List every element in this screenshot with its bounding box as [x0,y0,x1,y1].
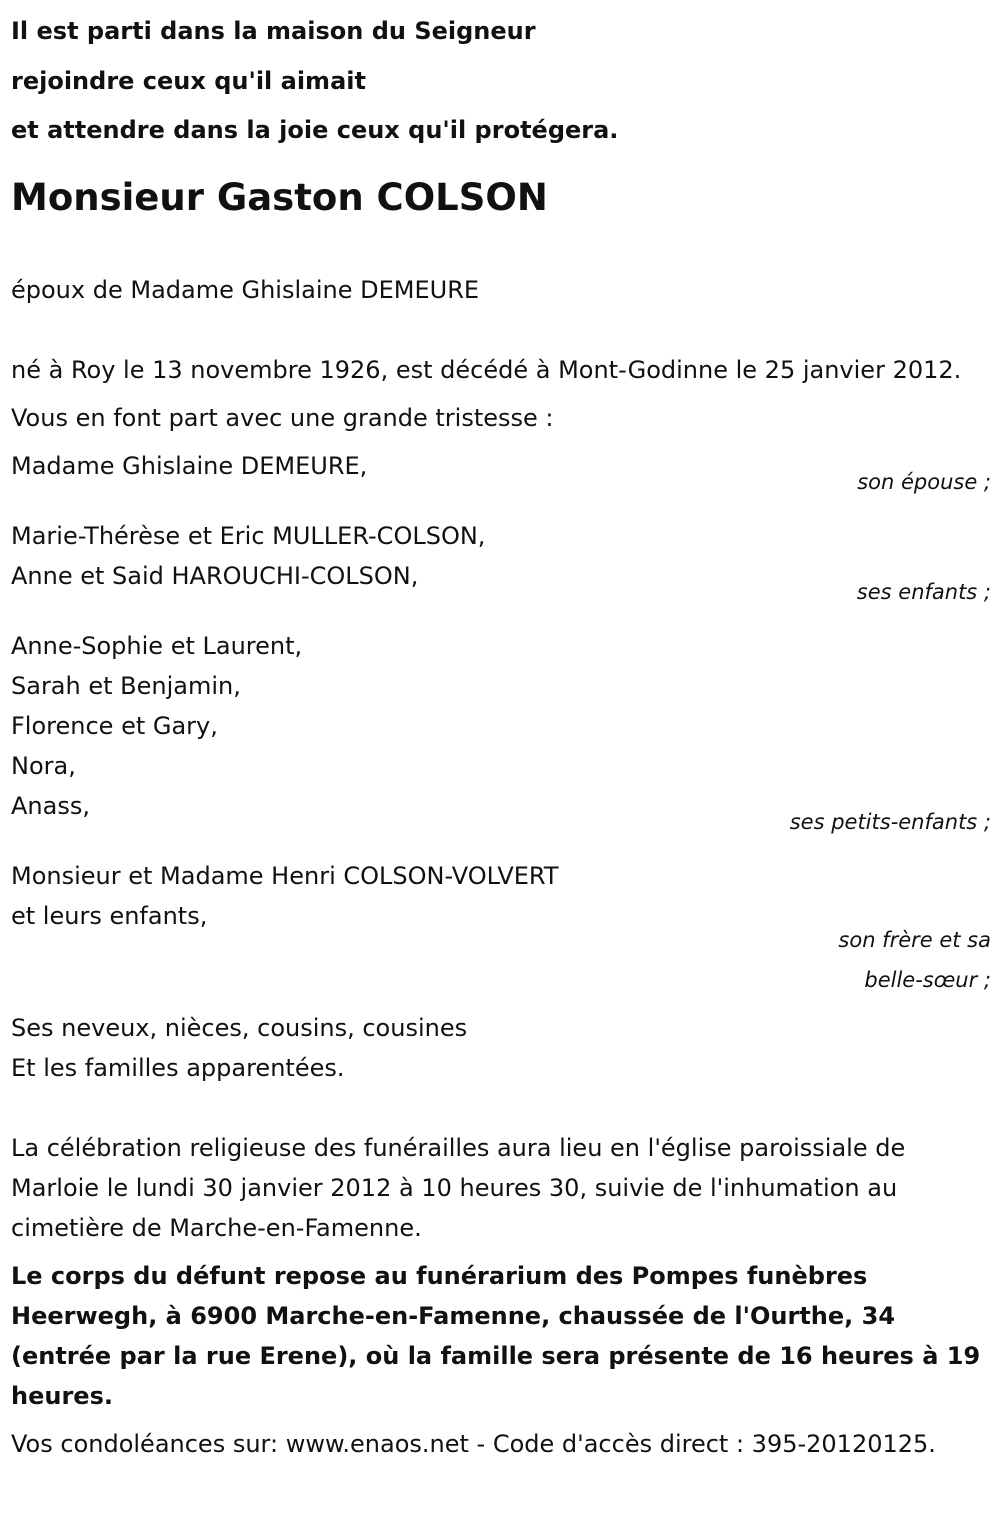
obituary-notice [11,0,991,1464]
family-name: et leurs enfants, [11,901,208,930]
family-name: Ses neveux, nièces, cousins, cousines [11,1013,468,1042]
family-name: Nora, [11,751,76,780]
epigraph [11,0,991,156]
relation-label: son épouse ; [857,469,991,494]
announcement-line: Vous en font part avec une grande tristesse : [11,403,554,432]
epigraph-line-2: rejoindre ceux qu'il aimait [11,66,366,95]
birth-death-line: né à Roy le 13 novembre 1926, est décédé à Mont-Godinne le 25 janvier 2012. [11,355,962,384]
ceremony-paragraph: La célébration religieuse des funérailles aura lieu en l'église paroissiale de Marloie le lundi 30 janvier 2012 à 10 heures 30, suivie de l'inhumation au cimetière de Marche-en-Famenne. [11,1133,906,1242]
family-name: Anne et Said HAROUCHI-COLSON, [11,561,419,590]
family-name: Et les familles apparentées. [11,1053,345,1082]
family-group-others [11,1008,991,1088]
spouse-line: époux de Madame Ghislaine DEMEURE [11,275,480,304]
family-group-brother [11,856,991,1000]
relation-label: ses enfants ; [856,579,991,604]
family-name: Sarah et Benjamin, [11,671,241,700]
family-name: Anass, [11,791,90,820]
funeral-home-paragraph: Le corps du défunt repose au funérarium des Pompes funèbres Heerwegh, à 6900 Marche-en-Famenne, chaussée de l'Ourthe, 34 (entrée par la rue Erene), où la famille sera présente de 16 heures à 19 heures. [11,1261,981,1410]
family-group-grandchildren [11,626,991,834]
condolences-line: Vos condoléances sur: www.enaos.net - Code d'accès direct : 395-20120125. [11,1429,936,1458]
epigraph-line-3: et attendre dans la joie ceux qu'il protégera. [11,116,619,144]
family-name: Anne-Sophie et Laurent, [11,631,303,660]
family-group-spouse [11,446,991,494]
relation-label: ses petits-enfants ; [789,809,991,834]
family-name: Marie-Thérèse et Eric MULLER-COLSON, [11,521,486,550]
deceased-name: Monsieur Gaston COLSON [11,175,548,219]
family-name: Monsieur et Madame Henri COLSON-VOLVERT [11,861,559,890]
relation-label: son frère et sa [838,927,991,952]
epigraph-line-1: Il est parti dans la maison du Seigneur [11,17,536,45]
family-name: Florence et Gary, [11,711,218,740]
family-name: Madame Ghislaine DEMEURE, [11,451,368,480]
relation-label: belle-sœur ; [864,967,991,992]
family-group-children [11,516,991,604]
